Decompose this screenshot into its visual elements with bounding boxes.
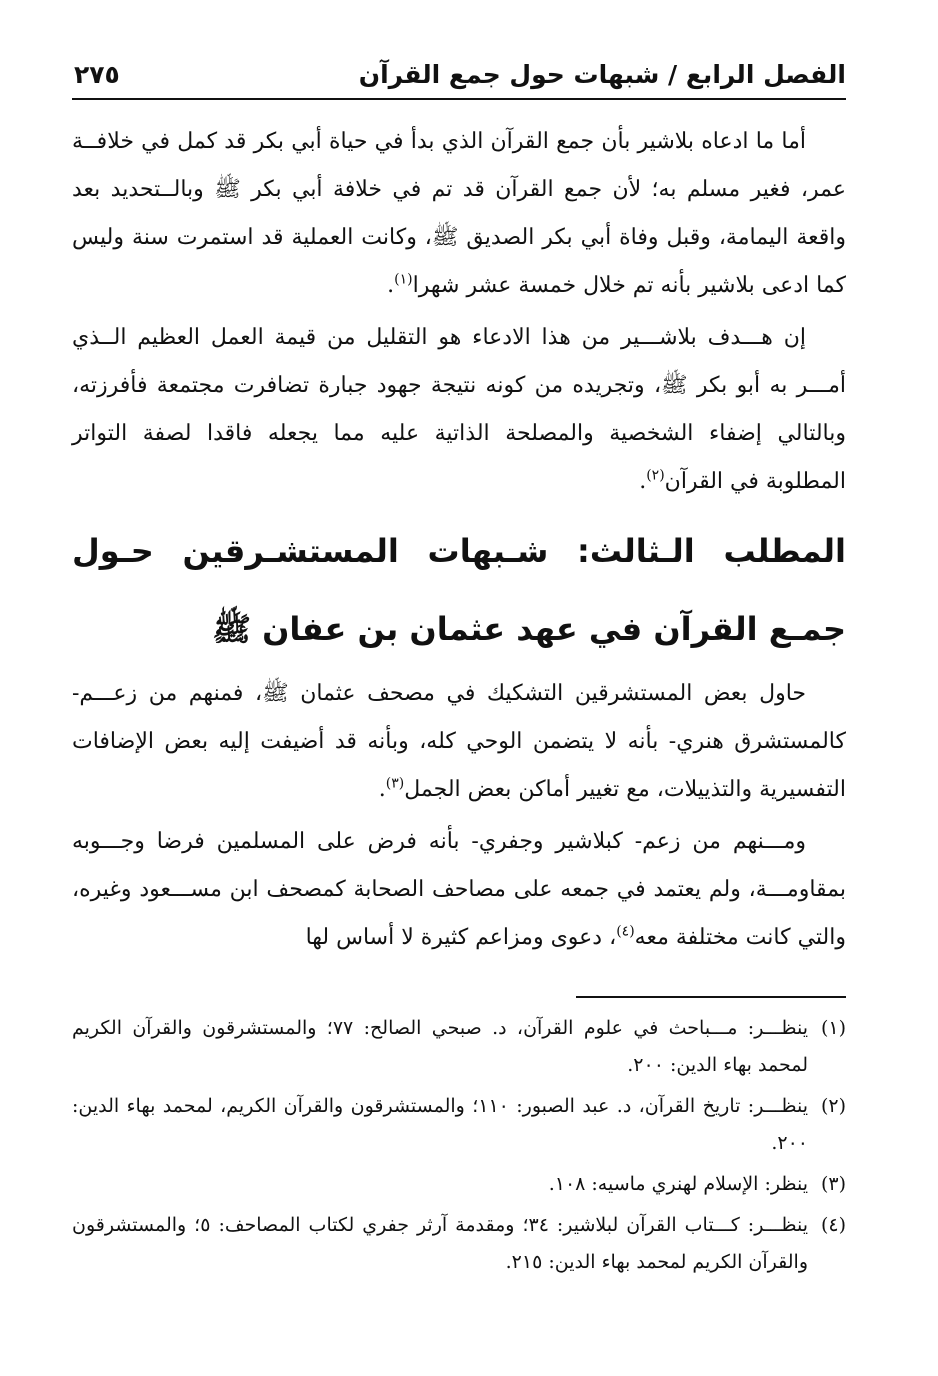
paragraph bbox=[72, 818, 846, 962]
footnote bbox=[72, 1166, 846, 1203]
paragraph-ending: ، دعوى ومزاعم كثيرة لا أساس لها bbox=[305, 925, 617, 950]
paragraph-text: ومـــنهم من زعم- كبلاشير وجفري- بأنه فرض على المسلمين فرضا وجـــوبه بمقاومـــة، ولم يعتمد في جمعه على مصاحف الصحابة كمصحف ابن مســـعود وغيره، والتي كانت مختلفة معه bbox=[72, 829, 846, 950]
paragraph-text: أما ما ادعاه بلاشير بأن جمع القرآن الذي بدأ في حياة أبي بكر قد كمل في خلافــة عمر، فغير مسلم به؛ لأن جمع القرآن قد تم في خلافة أبي بكر ﷺ وبالــتحديد بعد واقعة اليمامة، وقبل وفاة أبي بكر الصديق ﷺ، وكانت العملية قد استمرت سنة وليس كما ادعى بلاشير بأنه تم خلال خمسة عشر شهرا bbox=[72, 129, 846, 298]
running-header bbox=[72, 58, 846, 100]
main-text bbox=[72, 118, 846, 962]
footnote-text: ينظـــر: مـــباحث في علوم القرآن، د. صبحي الصالح: ٧٧؛ والمستشرقون والقرآن الكريم لمحمد بهاء الدين: ٢٠٠. bbox=[72, 1017, 808, 1076]
paragraph-ending: . bbox=[387, 273, 395, 298]
footnote-reference: (١) bbox=[394, 271, 413, 288]
footnote-number: (١) bbox=[820, 1017, 846, 1039]
footnote-text: ينظـــر: تاريخ القرآن، د. عبد الصبور: ١١٠؛ والمستشرقون والقرآن الكريم، لمحمد بهاء الدين: ٢٠٠. bbox=[72, 1095, 808, 1154]
page-number: ٢٧٥ bbox=[74, 60, 120, 89]
paragraph-ending: . bbox=[639, 469, 647, 494]
footnote-text: ينظـــر: كـــتاب القرآن لبلاشير: ٣٤؛ ومقدمة آرثر جفري لكتاب المصاحف: ٥؛ والمستشرقون والقرآن الكريم لمحمد بهاء الدين: ٢١٥. bbox=[72, 1214, 808, 1273]
paragraph-text: حاول بعض المستشرقين التشكيك في مصحف عثمان ﷺ، فمنهم من زعـــم- كالمستشرق هنري- بأنه لا يتضمن الوحي كله، وبأنه قد أضيفت إليه بعض الإضافات التفسيرية والتذييلات، مع تغيير أماكن بعض الجمل bbox=[72, 681, 846, 802]
footnote bbox=[72, 1207, 846, 1281]
paragraph bbox=[72, 118, 846, 310]
footnote-number: (٢) bbox=[820, 1095, 846, 1117]
footnote-reference: (٣) bbox=[385, 775, 405, 792]
footnote-reference: (٤) bbox=[616, 923, 635, 940]
section-heading: المطلب الـثالث: شـبهات المستشـرقين حـول جمـع القرآن في عهد عثمان بن عفان ﷺ bbox=[72, 532, 846, 648]
footnote-divider bbox=[576, 996, 846, 998]
book-page bbox=[72, 58, 846, 1336]
footnote-text: ينظر: الإسلام لهنري ماسيه: ١٠٨. bbox=[548, 1173, 808, 1195]
footnote bbox=[72, 1010, 846, 1084]
footnote-number: (٣) bbox=[820, 1173, 846, 1195]
paragraph bbox=[72, 670, 846, 814]
footnote bbox=[72, 1088, 846, 1162]
footnote-number: (٤) bbox=[820, 1214, 846, 1236]
paragraph-text: إن هـــدف بلاشـــير من هذا الادعاء هو التقليل من قيمة العمل العظيم الــذي أمـــر به أبو بكر ﷺ، وتجريده من كونه نتيجة جهود جبارة تضافرت مجتمعة فأفرزته، وبالتالي إضفاء الشخصية والمصلحة الذاتية عليه مما يجعله فاقدا لصفة التواتر المطلوبة في القرآن bbox=[72, 325, 847, 494]
chapter-title: الفصل الرابع / شبهات حول جمع القرآن bbox=[358, 60, 846, 89]
footnotes bbox=[72, 1010, 846, 1281]
footnote-reference: (٢) bbox=[646, 467, 665, 484]
paragraph-ending: . bbox=[378, 777, 386, 802]
paragraph bbox=[72, 314, 846, 506]
